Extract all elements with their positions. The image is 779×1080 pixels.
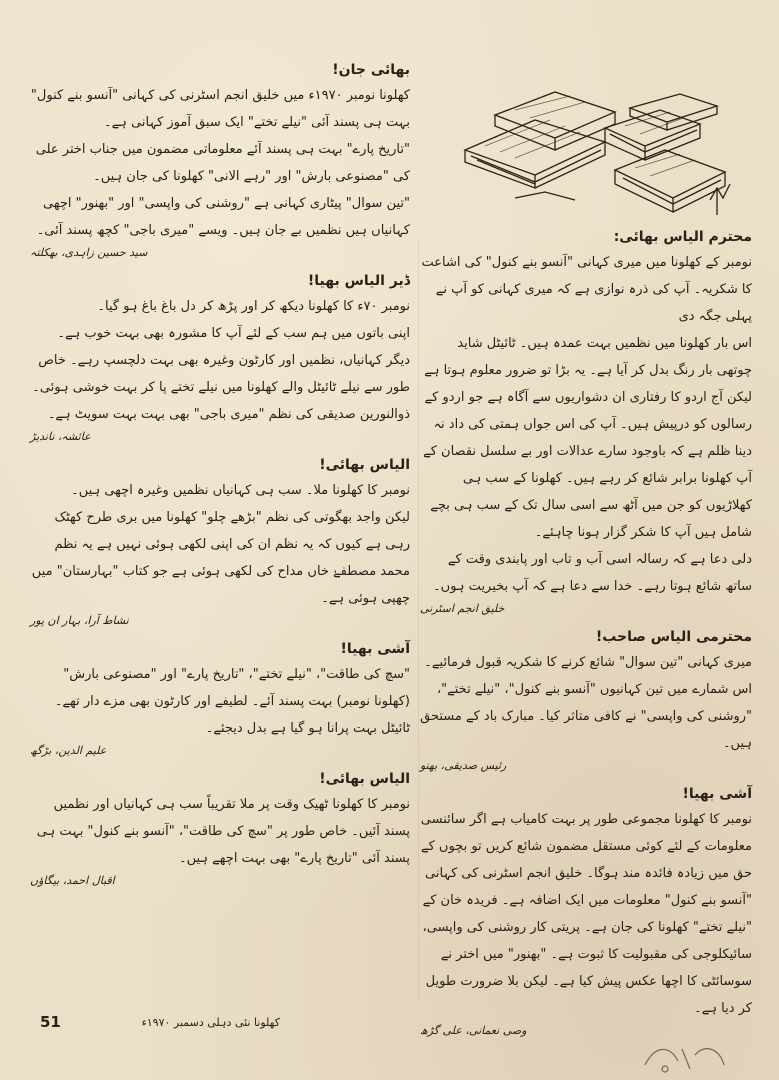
letter-paragraph: کھلونا نومبر ۱۹۷۰ء میں خلیق انجم اسٹرنی کی کہانی "آنسو بنے کنول" بہت ہی پسند آئی "نیلے تختے" ایک سبق آموز کہانی ہے۔ [30,88,410,130]
letter-salutation: ڈیر الیاس بھیا! [307,273,410,289]
letter-signature: خلیق انجم اسٹرنی [420,602,505,615]
letter-paragraph: "تین سوال" پیٹاری کہانی ہے "روشنی کی واپسی" اور "بھنور" اچھی کہانیاں ہیں نظمیں بے جان ہیں۔ ویسے "میری باجی" کچھ پسند آئی۔ [36,196,410,238]
column-divider [418,240,419,1000]
letter-salutation: الیاس بھائی! [319,771,410,787]
letter-paragraph: ذوالنورین صدیقی کی نظم "میری باجی" بھی بہت بہت سویٹ ہے۔ [47,407,410,422]
letter [30,273,410,443]
letter-paragraph: نومبر کے کھلونا میں میری کہانی "آنسو بنے کنول" کی اشاعت کا شکریہ۔ آپ کی ذرہ نوازی ہے کہ میری کہانی کو آپ نے پہلی جگہ دی [421,255,752,324]
page-number: 51 [40,1013,61,1031]
letter-salutation: الیاس بھائی! [319,457,410,473]
letter-salutation: آشی بھیا! [340,641,410,657]
letter-salutation: محترمی الیاس صاحب! [595,629,752,645]
books-illustration [455,80,745,220]
left-column [30,58,410,1008]
letter-paragraph: میری کہانی "تین سوال" شائع کرنے کا شکریہ قبول فرمائیے۔ اس شمارے میں تین کہانیوں "آنسو بنے کنول"، "نیلے تختے"، "روشنی کی واپسی" نے کافی متاثر کیا۔ مبارک باد کے مستحق ہیں۔ [420,655,752,751]
letter [420,629,752,772]
letter-signature: اقبال احمد، بیگاؤں [30,874,115,887]
letter-paragraph: اپنی باتوں میں ہم سب کے لئے آپ کا مشورہ بھی بہت خوب ہے۔ دیگر کہانیاں، نظمیں اور کارٹون وغیرہ بھی بہت دلچسپ رہے۔ خاص طور سے نیلے ٹائیٹل والے کھلونا میں نیلے تختے پا کر بہت خوشی ہوئی۔ [32,326,410,395]
stamp-mark [640,1035,730,1077]
letter-signature: علیم الدین، بڑگھ [30,744,107,757]
letter-signature: نشاط آرا، بہار ان پور [30,614,129,627]
letter [30,641,410,757]
letter [420,786,752,1037]
page-footer [40,1010,280,1034]
letter-signature: رئیس صدیقی، بھنو [420,759,507,772]
letter [30,771,410,887]
letter-paragraph: نومبر کا کھلونا ملا۔ سب ہی کہانیاں نظمیں وغیرہ اچھی ہیں۔ [71,483,410,498]
letter-salutation: بھائی جان! [332,62,410,78]
letter-paragraph: نومبر کا کھلونا ٹھیک وقت پر ملا تقریباً سب ہی کہانیاں اور نظمیں پسند آئیں۔ خاص طور پر "سچ کی طاقت"، "آنسو بنے کنول" بہت ہی پسند آئی "تاریخ پارے" بھی بہت اچھے ہیں۔ [36,797,410,866]
letter-paragraph: اس بار کھلونا میں نظمیں بہت عمدہ ہیں۔ ٹائیٹل شاید چوتھی بار رنگ بدل کر آیا ہے۔ یہ بڑا تو ضرور معلوم ہوتا ہے لیکن آج اردو کا رفتاری ان دشواریوں سے آگاہ ہے جو اردو کے رسالوں کو درپیش ہیں۔ آپ کی اس جواں ہمتی کی داد نہ دینا ظلم ہے کہ باوجود سارے عدالات اور بے سلسل نقصان کے آپ کھلونا برابر شائع کر رہے ہیں۔ کھلونا کے سب ہی کھلاڑیوں کو جن میں آٹھ سے اسی سال تک کے سب ہی بچے شامل ہیں آپ کا شکر گزار ہونا چاہئے۔ [423,336,752,540]
right-column [420,225,752,1037]
letter [30,62,410,259]
letter-salutation: آشی بھیا! [682,786,752,802]
letter-signature: سید حسین زاہدی، بھکلتہ [30,246,148,259]
letter-paragraph: "سچ کی طاقت"، "نیلے تختے"، "تاریخ پارے" اور "مصنوعی بارش" (کھلونا نومبر) بہت پسند آئے۔ لطیفے اور کارٹون بھی مزے دار تھے۔ ٹائیٹل بہت پرانا ہو گیا ہے بدل دیجئے۔ [54,667,410,736]
letter [30,457,410,627]
letter-paragraph: نومبر ۷۰ء کا کھلونا دیکھ کر اور پڑھ کر دل باغ باغ ہو گیا۔ [97,299,410,314]
letter-salutation: محترم الیاس بھائی: [613,229,752,245]
letter-signature: عائشہ، ناندیڑ [30,430,91,443]
letter-paragraph: "تاریخ پارے" بہت ہی پسند آئے معلوماتی مضمون میں جناب اختر علی کی "مصنوعی بارش" اور "رہے الانی" کھلونا کی جان ہیں۔ [35,142,410,184]
letter [420,229,752,615]
issue-label: کھلونا نئی دہلی دسمبر ۱۹۷۰ء [141,1015,280,1029]
letter-signature: وصی نعمانی، علی گڑھ [420,1024,527,1037]
letter-paragraph: لیکن واجد بھگوتی کی نظم "بڑھے چلو" کھلونا میں بری طرح کھٹک رہی ہے کیوں کہ یہ نظم ان کی اپنی لکھی ہوئی نہیں ہے یہ نظم محمد مصطفےٰ خاں مداح کی لکھی ہوئی ہے جو کتاب "بہارستان" میں چھپی ہوئی ہے۔ [31,510,410,606]
letter-paragraph: نومبر کا کھلونا مجموعی طور پر بہت کامیاب ہے اگر سائنسی معلومات کے لئے کوئی مستقل مضمون شائع کریں تو بچوں کے حق میں زیادہ فائدہ مند ہوگا۔ خلیق انجم اسٹرنی کی کہانی "آنسو بنے کنول" معلومات میں ایک اضافہ ہے۔ فریدہ خان کے "نیلے تختے" کھلونا کی جان ہے۔ پریتی کار روشنی کی واپسی، سائیکلوجی کی مقبولیت کا ثبوت ہے۔ "بھنور" میں اختر نے سوسائٹی کا اچھا عکس پیش کیا ہے۔ لیکن بلا ضرورت طویل کر دیا ہے۔ [420,812,752,1016]
letter-paragraph: دلی دعا ہے کہ رسالہ اسی آب و تاب اور پابندی وقت کے ساتھ شائع ہوتا رہے۔ خدا سے دعا ہے کہ آپ بخیریت ہوں۔ [433,552,752,594]
